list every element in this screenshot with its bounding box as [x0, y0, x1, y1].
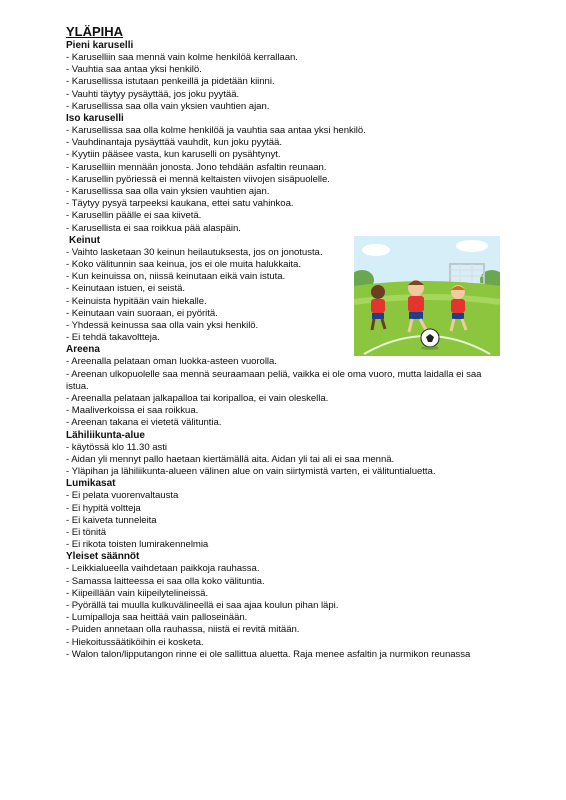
section-heading: Lähiliikunta-alue: [66, 429, 145, 441]
rule-item: - Areenalla pelataan jalkapalloa tai koripalloa, ei vain oleskella.: [66, 393, 329, 405]
rule-item: - Pyörällä tai muulla kulkuvälineellä ei saa ajaa koulun pihan läpi.: [66, 599, 339, 611]
rule-item: - Ei kaiveta tunneleita: [66, 514, 157, 526]
rule-item: - Samassa laitteessa ei saa olla koko välituntia.: [66, 575, 265, 587]
section-heading: Keinut: [69, 234, 101, 246]
rule-item: - Areenalla pelataan oman luokka-asteen vuorolla.: [66, 356, 277, 368]
section-lumikasat: [66, 478, 500, 551]
page-title: YLÄPIHA: [66, 24, 124, 39]
section-heading: Yleiset säännöt: [66, 551, 140, 563]
rule-item: - Ei rikota toisten lumirakennelmia: [66, 539, 209, 551]
section-heading: Lumikasat: [66, 478, 116, 490]
rule-item: - Karusellista ei saa roikkua pää alaspäin.: [66, 222, 241, 234]
rule-item: - Maaliverkoissa ei saa roikkua.: [66, 405, 199, 417]
rule-item: - Ei pelata vuorenvaltausta: [66, 490, 179, 502]
rule-item: - Vaihto lasketaan 30 keinun heilautuksesta, jos on jonotusta.: [66, 246, 323, 258]
rule-item: - Aidan yli mennyt pallo haetaan kiertämällä aita. Aidan yli tai ali ei saa mennä.: [66, 453, 395, 465]
section-lahiliikunta-alue: [66, 430, 500, 479]
rule-item: - Karuselliin mennään jonosta. Jono tehdään asfaltin reunaan.: [66, 161, 327, 173]
rule-item: - Keinuista hypitään vain hiekalle.: [66, 295, 207, 307]
kids-playing-football-icon: [354, 236, 500, 356]
rule-item: - Lumipalloja saa heittää vain palloseinään.: [66, 612, 248, 624]
rule-item: - Kiipeillään vain kiipeilytelineissä.: [66, 587, 209, 599]
rule-item: - Yhdessä keinussa saa olla vain yksi henkilö.: [66, 320, 259, 332]
rule-item: - Ei tönitä: [66, 526, 106, 538]
rule-item: - Karusellin päälle ei saa kiivetä.: [66, 210, 202, 222]
rule-item: - Vauhtia saa antaa yksi henkilö.: [66, 64, 202, 76]
rule-item: - Karusellissa saa olla kolme henkilöä ja vauhtia saa antaa yksi henkilö.: [66, 125, 366, 137]
rule-item: - Keinutaan istuen, ei seistä.: [66, 283, 186, 295]
section-areena: [66, 344, 500, 429]
section-iso-karuselli: [66, 113, 500, 235]
rule-item: - Leikkialueella vaihdetaan paikkoja rauhassa.: [66, 563, 260, 575]
rule-item: - Puiden annetaan olla rauhassa, niistä ei revitä mitään.: [66, 624, 300, 636]
rule-item: - Kyytiin pääsee vasta, kun karuselli on pysähtynyt.: [66, 149, 281, 161]
section-heading: Iso karuselli: [66, 113, 124, 125]
rule-item: - Karusellissa saa olla vain yksien vauhtien ajan.: [66, 100, 270, 112]
rule-item: - Karusellissa saa olla vain yksien vauhtien ajan.: [66, 186, 270, 198]
section-pieni-karuselli: [66, 40, 500, 113]
rule-item: - Täytyy pysyä tarpeeksi kaukana, ettei satu vahinkoa.: [66, 198, 294, 210]
rule-item: - Karusellissa istutaan penkeillä ja pidetään kiinni.: [66, 76, 275, 88]
rule-item: - Ei hypitä voltteja: [66, 502, 141, 514]
rule-item: - käytössä klo 11.30 asti: [66, 441, 167, 453]
rule-item: - Keinutaan vain suoraan, ei pyöritä.: [66, 307, 218, 319]
rule-item: - Vauhdinantaja pysäyttää vauhdit, kun joku pyytää.: [66, 137, 282, 149]
rule-item: - Karuselliin saa mennä vain kolme henkilöä kerrallaan.: [66, 52, 298, 63]
rule-item: - Walon talon/lipputangon rinne ei ole sallittua aluetta. Raja menee asfaltin ja nurmikon reunassa: [66, 648, 471, 660]
rule-item: - Yläpihan ja lähiliikunta-alueen välinen alue on vain siirtymistä varten, ei välituntialuetta.: [66, 466, 436, 478]
section-heading: Areena: [66, 344, 100, 356]
rule-item: - Vauhti täytyy pysäyttää, jos joku pyytää.: [66, 88, 240, 100]
rule-item: - Koko välitunnin saa keinua, jos ei ole muita halukkaita.: [66, 259, 301, 271]
rule-item: - Areenan ulkopuolelle saa mennä seuraamaan peliä, vaikka ei ole oma vuoro, mutta laidalla ei saa istua.: [66, 368, 482, 392]
rule-item: - Kun keinuissa on, niissä keinutaan eikä vain istuta.: [66, 271, 286, 283]
section-yleiset-saannot: [66, 551, 500, 661]
rule-item: - Hiekoitussäätiköihin ei kosketa.: [66, 636, 204, 648]
section-heading: Pieni karuselli: [66, 40, 134, 51]
rule-item: - Areenan takana ei vietetä välituntia.: [66, 417, 222, 429]
rule-item: - Ei tehdä takavoltteja.: [66, 332, 160, 344]
rule-item: - Karusellin pyöriessä ei mennä keltaisten viivojen sisäpuolelle.: [66, 173, 330, 185]
